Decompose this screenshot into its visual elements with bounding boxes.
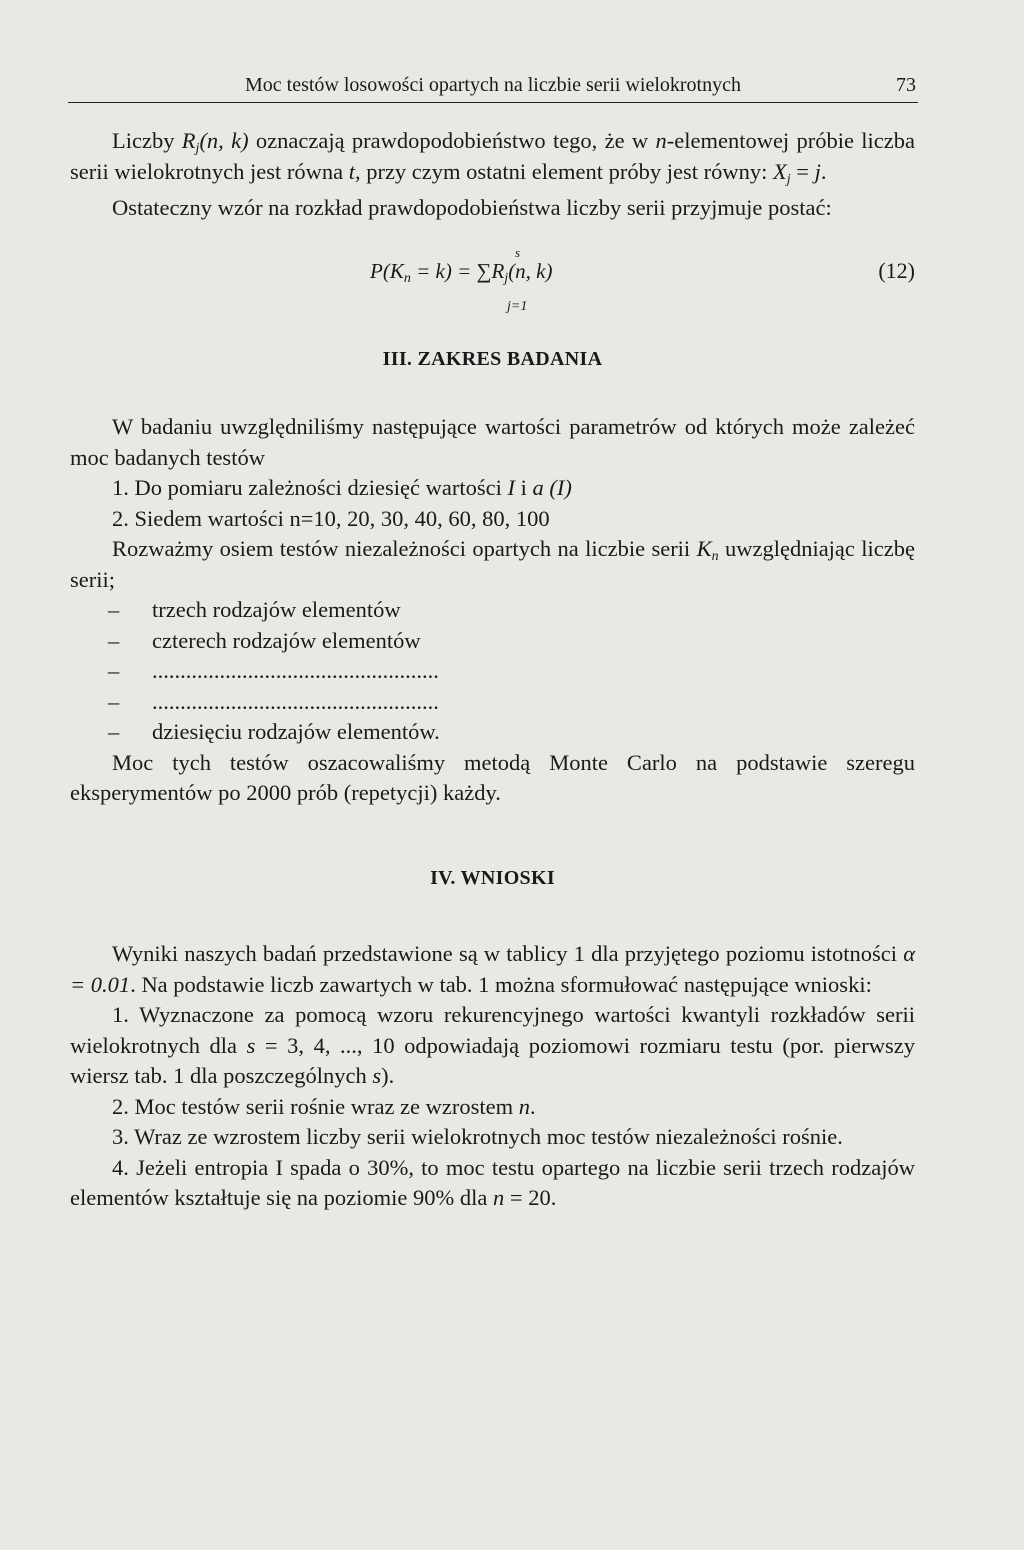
running-head: Moc testów losowości opartych na liczbie serii wielokrotnych	[245, 74, 741, 96]
symbol-j: j	[814, 158, 821, 184]
dash-list-item	[70, 717, 915, 748]
text: -elementowej próbie liczba serii wielokrotnych jest równa	[70, 128, 916, 184]
alpha-value: α = 0.01	[70, 941, 915, 997]
text: 4. Jeżeli entropia I spada o 30%, to moc testu opartego na liczbie serii trzech rodzajów elementów kształtuje się na poziomie 90% dla	[70, 1154, 915, 1210]
paragraph-parameters: W badaniu uwzględniliśmy następujące wartości parametrów od których może zależeć moc badanych testów	[70, 414, 915, 470]
conclusion-2	[70, 1092, 915, 1123]
page-header	[68, 72, 918, 103]
subscript-j: j	[195, 141, 200, 156]
text: ).	[381, 1063, 395, 1088]
dash-item-text: czterech rodzajów elementów	[152, 627, 421, 653]
dash-mark: –	[108, 719, 120, 744]
text: oznaczają prawdopodobieństwo tego, że w	[248, 128, 656, 153]
symbol-n: n	[655, 128, 667, 153]
text: =	[790, 158, 815, 184]
symbol-args: (n, k)	[199, 128, 249, 153]
equation-12	[70, 228, 915, 326]
subscript-j: j	[786, 171, 791, 187]
dash-item-text: trzech rodzajów elementów	[152, 597, 401, 622]
conclusion-1	[70, 1000, 915, 1092]
list-item-1	[70, 473, 915, 504]
sum-upper-limit: s	[515, 244, 521, 260]
equation-body	[370, 256, 553, 287]
eq-lhs: P(K	[370, 258, 404, 283]
page-number: 73	[896, 74, 916, 96]
text: , przy czym ostatni element próby jest równy:	[354, 158, 773, 184]
symbol-k: K	[696, 536, 712, 561]
dash-list-item	[70, 595, 915, 626]
dash-list-item	[70, 656, 915, 687]
text: Rozważmy osiem testów niezależności opartych na liczbie serii	[112, 536, 697, 561]
paragraph-formula-intro: Ostateczny wzór na rozkład prawdopodobieństwa liczby serii przyjmuje postać:	[112, 195, 832, 220]
text: i	[514, 475, 533, 500]
dash-list-item	[70, 687, 915, 718]
symbol-n: n	[518, 1093, 530, 1119]
dash-mark: –	[108, 597, 120, 622]
text: uwzględniając liczbę serii;	[70, 536, 915, 592]
symbol-a-i: a (I)	[532, 475, 572, 500]
eq-sub-j: j	[504, 270, 509, 286]
text: = 3, 4, ..., 10 odpowiadają poziomowi rozmiaru testu (por. pierwszy wiersz tab. 1 dla poszczególnych	[70, 1032, 915, 1088]
dash-list-item	[70, 626, 915, 657]
symbol-s: s	[246, 1032, 256, 1058]
subscript-n: n	[711, 549, 719, 564]
dash-mark: –	[108, 658, 120, 683]
text: 2. Moc testów serii rośnie wraz ze wzrostem	[112, 1093, 519, 1119]
section-heading-iii: III. ZAKRES BADANIA	[382, 347, 603, 370]
symbol-t: t	[348, 158, 355, 184]
sum-lower-limit: j=1	[507, 298, 528, 314]
dash-mark: –	[108, 688, 120, 714]
dash-mark: –	[108, 627, 120, 653]
conclusion-3: 3. Wraz ze wzrostem liczby serii wielokrotnych moc testów niezależności rośnie.	[112, 1124, 843, 1149]
dash-item-text: ...................................................	[152, 688, 439, 714]
text: .	[820, 158, 827, 184]
dash-item-text: dziesięciu rodzajów elementów.	[152, 719, 440, 744]
symbol-x: X	[772, 158, 787, 184]
section-heading-iv: IV. WNIOSKI	[430, 866, 555, 889]
page-body	[70, 126, 915, 1214]
symbol-r: R	[181, 128, 196, 153]
symbol-n: n	[493, 1185, 505, 1210]
paragraph-results	[70, 939, 915, 1000]
list-item-2: 2. Siedem wartości n=10, 20, 30, 40, 60, 80, 100	[112, 505, 550, 531]
symbol-i: I	[507, 475, 515, 500]
symbol-s: s	[372, 1063, 382, 1088]
text: 1. Wyznaczone za pomocą wzoru rekurencyjnego wartości kwantyli rozkładów serii wielokrotnych dla	[70, 1002, 915, 1058]
paragraph-tests	[70, 534, 915, 595]
text: . Na podstawie liczb zawartych w tab. 1 można sformułować następujące wnioski:	[130, 971, 872, 997]
dash-item-text: ...................................................	[152, 658, 439, 683]
equation-number: (12)	[878, 257, 915, 283]
eq-rhs: (n, k)	[508, 258, 553, 283]
text: = 20.	[504, 1185, 557, 1210]
paragraph-monte-carlo: Moc tych testów oszacowaliśmy metodą Monte Carlo na podstawie szeregu eksperymentów po 2000 prób (repetycji) każdy.	[70, 749, 915, 805]
text: Wyniki naszych badań przedstawione są w tablicy 1 dla przyjętego poziomu istotności	[112, 941, 904, 966]
paragraph-rj-definition	[70, 126, 915, 187]
text: 1. Do pomiaru zależności dziesięć wartości	[112, 475, 508, 500]
conclusion-4	[70, 1153, 915, 1214]
text: .	[530, 1093, 536, 1119]
eq-mid: = k) = ∑R	[410, 258, 505, 283]
text: Liczby	[112, 128, 182, 153]
eq-sub-n: n	[403, 270, 411, 286]
